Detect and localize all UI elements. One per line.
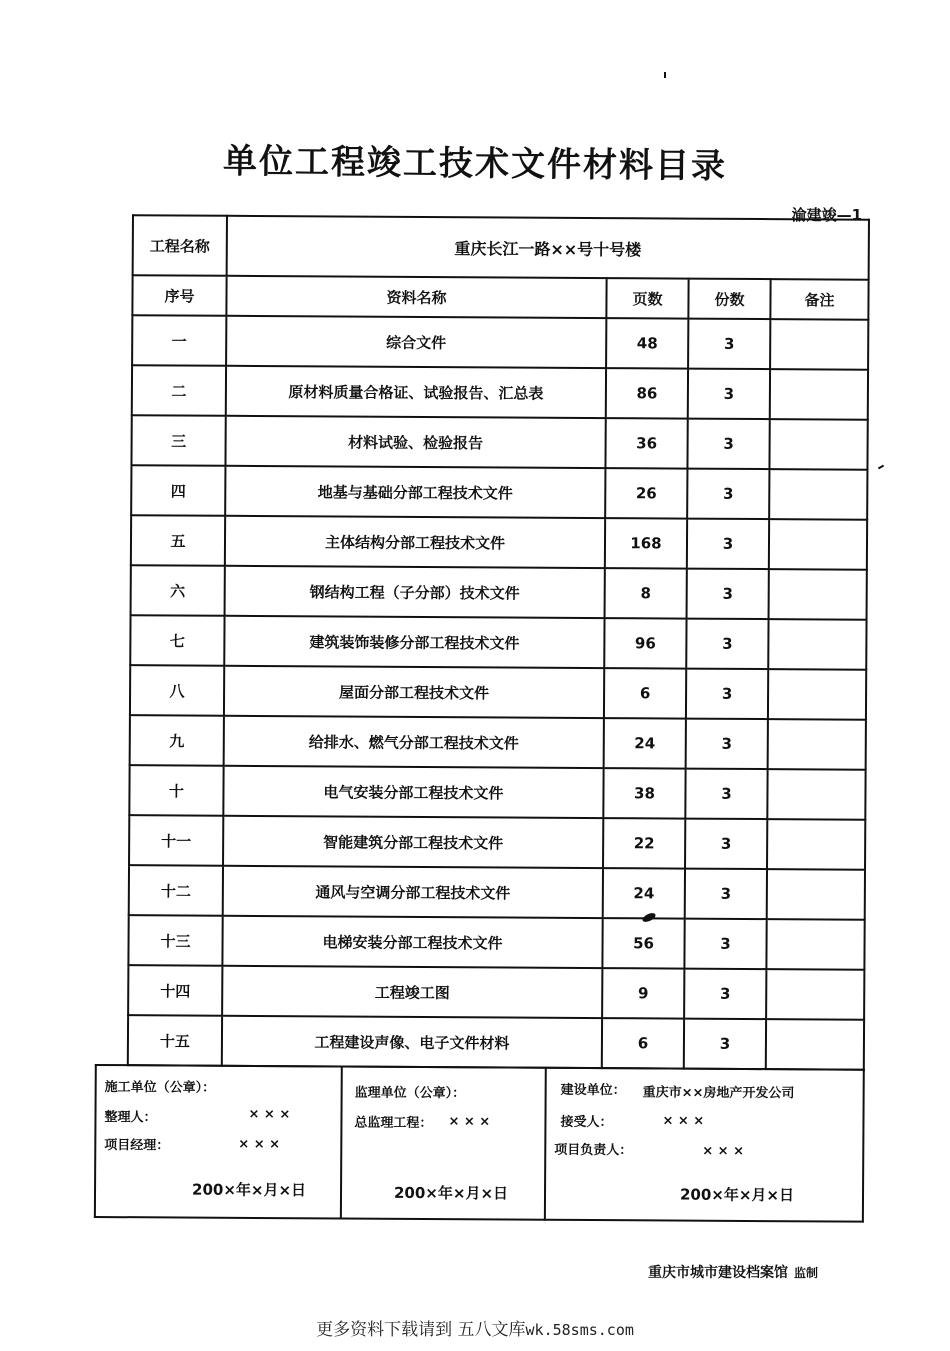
table-row xyxy=(130,665,866,719)
row-name: 智能建筑分部工程技术文件 xyxy=(223,816,603,868)
row-pages: 9 xyxy=(602,968,684,1018)
table-row xyxy=(131,565,867,619)
row-name: 屋面分部工程技术文件 xyxy=(224,666,604,718)
row-seq: 十二 xyxy=(129,865,223,916)
row-pages: 48 xyxy=(606,318,688,368)
manager-value: × × × xyxy=(238,1136,281,1153)
row-seq: 一 xyxy=(132,315,226,366)
row-pages: 24 xyxy=(603,868,685,919)
row-seq: 三 xyxy=(131,415,225,466)
table-row xyxy=(132,365,868,419)
supervision-date: 200×年×月×日 xyxy=(393,1183,509,1203)
construction-unit-label: 施工单位（公章）： xyxy=(104,1080,216,1096)
receiver-value: × × × xyxy=(662,1113,705,1129)
manager-label: 项目经理： xyxy=(104,1138,170,1154)
project-label: 工程名称 xyxy=(133,215,227,276)
row-copies: 3 xyxy=(686,619,768,669)
row-seq: 十三 xyxy=(128,915,222,966)
developer-date: 200×年×月×日 xyxy=(679,1185,795,1205)
row-seq: 六 xyxy=(131,565,225,616)
header-row xyxy=(132,275,868,319)
organizer-label: 整理人： xyxy=(104,1110,157,1126)
developer-unit: 重庆市××房地产开发公司 xyxy=(642,1085,795,1102)
row-copies: 3 xyxy=(684,1019,766,1070)
row-seq: 十四 xyxy=(128,965,222,1016)
table-row xyxy=(130,615,866,669)
row-name: 工程竣工图 xyxy=(222,966,602,1018)
table-row xyxy=(130,715,866,769)
footer-organization xyxy=(648,1262,818,1282)
bottom-note-site: wk.58sms.com xyxy=(525,1321,634,1339)
row-seq: 七 xyxy=(130,615,224,666)
construction-date: 200×年×月×日 xyxy=(191,1180,307,1200)
row-copies: 3 xyxy=(687,519,769,570)
row-name: 给排水、燃气分部工程技术文件 xyxy=(224,716,604,768)
row-seq: 八 xyxy=(130,665,224,716)
organizer-value: × × × xyxy=(248,1106,291,1123)
developer-sign-cell xyxy=(545,1068,864,1222)
row-name: 钢结构工程（子分部）技术文件 xyxy=(225,566,605,618)
row-seq: 四 xyxy=(131,465,225,516)
row-pages: 26 xyxy=(605,468,687,518)
developer-unit-label: 建设单位： xyxy=(560,1082,626,1099)
catalog-sheet xyxy=(94,214,868,1249)
row-remarks xyxy=(768,669,866,720)
page-title: 单位工程竣工技术文件材料目录 xyxy=(222,141,728,187)
table-row xyxy=(129,815,865,869)
table-row xyxy=(128,1015,864,1069)
table-row xyxy=(129,865,865,919)
row-pages: 36 xyxy=(605,418,687,468)
row-pages: 8 xyxy=(605,568,687,619)
row-seq: 五 xyxy=(131,515,225,566)
row-remarks xyxy=(769,469,867,520)
row-pages: 22 xyxy=(603,818,685,868)
receiver-label: 接受人： xyxy=(560,1114,613,1131)
chief-label: 总监理工程： xyxy=(354,1115,433,1132)
row-name: 地基与基础分部工程技术文件 xyxy=(225,466,605,518)
row-copies: 3 xyxy=(686,669,768,720)
row-copies: 3 xyxy=(685,819,767,870)
row-pages: 96 xyxy=(604,618,686,668)
row-seq: 十一 xyxy=(129,815,223,866)
signature-table xyxy=(94,1064,865,1223)
row-remarks xyxy=(768,719,866,770)
row-name: 通风与空调分部工程技术文件 xyxy=(223,866,603,918)
row-copies: 3 xyxy=(685,769,767,819)
table-row xyxy=(132,315,868,369)
row-name: 综合文件 xyxy=(226,316,606,368)
row-seq: 十五 xyxy=(128,1015,222,1066)
lead-value: × × × xyxy=(702,1143,745,1159)
row-remarks xyxy=(770,369,868,420)
header-copies: 份数 xyxy=(688,279,770,320)
row-remarks xyxy=(767,819,865,870)
row-name: 原材料质量合格证、试验报告、汇总表 xyxy=(226,366,606,418)
row-name: 材料试验、检验报告 xyxy=(225,416,605,468)
row-remarks xyxy=(767,869,865,920)
row-remarks xyxy=(766,969,864,1020)
row-copies: 3 xyxy=(687,569,769,619)
construction-sign-cell xyxy=(95,1065,342,1218)
catalog-table xyxy=(127,214,870,1070)
lead-label: 项目负责人： xyxy=(554,1142,633,1159)
table-row xyxy=(131,415,867,469)
row-copies: 3 xyxy=(684,919,766,969)
table-row xyxy=(128,965,864,1019)
header-name: 资料名称 xyxy=(226,276,606,318)
row-remarks xyxy=(767,769,865,820)
row-name: 工程建设声像、电子文件材料 xyxy=(222,1016,602,1068)
row-seq: 十 xyxy=(129,765,223,816)
row-pages: 24 xyxy=(604,718,686,769)
scan-speck xyxy=(878,465,884,470)
row-name: 主体结构分部工程技术文件 xyxy=(225,516,605,568)
row-pages: 86 xyxy=(606,368,688,419)
row-remarks xyxy=(769,519,867,570)
row-copies: 3 xyxy=(687,469,769,519)
scan-speck xyxy=(664,72,666,78)
row-copies: 3 xyxy=(685,869,767,920)
row-pages: 56 xyxy=(602,918,684,969)
row-copies: 3 xyxy=(688,369,770,419)
row-remarks xyxy=(768,619,866,670)
row-pages: 168 xyxy=(605,518,687,569)
row-copies: 3 xyxy=(684,969,766,1019)
table-row xyxy=(128,915,864,969)
row-name: 建筑装饰装修分部工程技术文件 xyxy=(224,616,604,668)
row-copies: 3 xyxy=(688,319,770,369)
bottom-note-text: 更多资料下载请到 五八文库 xyxy=(316,1320,526,1340)
footer-org-name: 重庆市城市建设档案馆 xyxy=(648,1265,788,1281)
supervision-unit-label: 监理单位（公章）： xyxy=(354,1085,466,1102)
row-pages: 6 xyxy=(604,668,686,719)
row-pages: 6 xyxy=(602,1018,684,1069)
row-remarks xyxy=(770,319,868,370)
row-seq: 九 xyxy=(130,715,224,766)
header-remarks: 备注 xyxy=(770,279,868,320)
footer-suffix: 监制 xyxy=(794,1266,819,1280)
row-pages: 38 xyxy=(603,768,685,818)
chief-value: × × × xyxy=(448,1114,491,1130)
header-seq: 序号 xyxy=(132,275,226,316)
row-copies: 3 xyxy=(686,719,768,770)
row-seq: 二 xyxy=(132,365,226,416)
row-copies: 3 xyxy=(687,419,769,469)
row-name: 电气安装分部工程技术文件 xyxy=(223,766,603,818)
project-row xyxy=(133,215,869,279)
row-remarks xyxy=(766,919,864,970)
form-code: 渝建竣—1 xyxy=(791,206,862,224)
row-name: 电梯安装分部工程技术文件 xyxy=(222,916,602,968)
header-pages: 页数 xyxy=(606,278,688,319)
row-remarks xyxy=(766,1019,864,1070)
table-row xyxy=(131,515,867,569)
supervision-sign-cell xyxy=(341,1066,546,1219)
bottom-note xyxy=(0,1315,950,1340)
row-remarks xyxy=(769,419,867,470)
project-name: 重庆长江一路××号十号楼 xyxy=(227,216,869,280)
row-remarks xyxy=(769,569,867,620)
table-row xyxy=(131,465,867,519)
table-row xyxy=(129,765,865,819)
